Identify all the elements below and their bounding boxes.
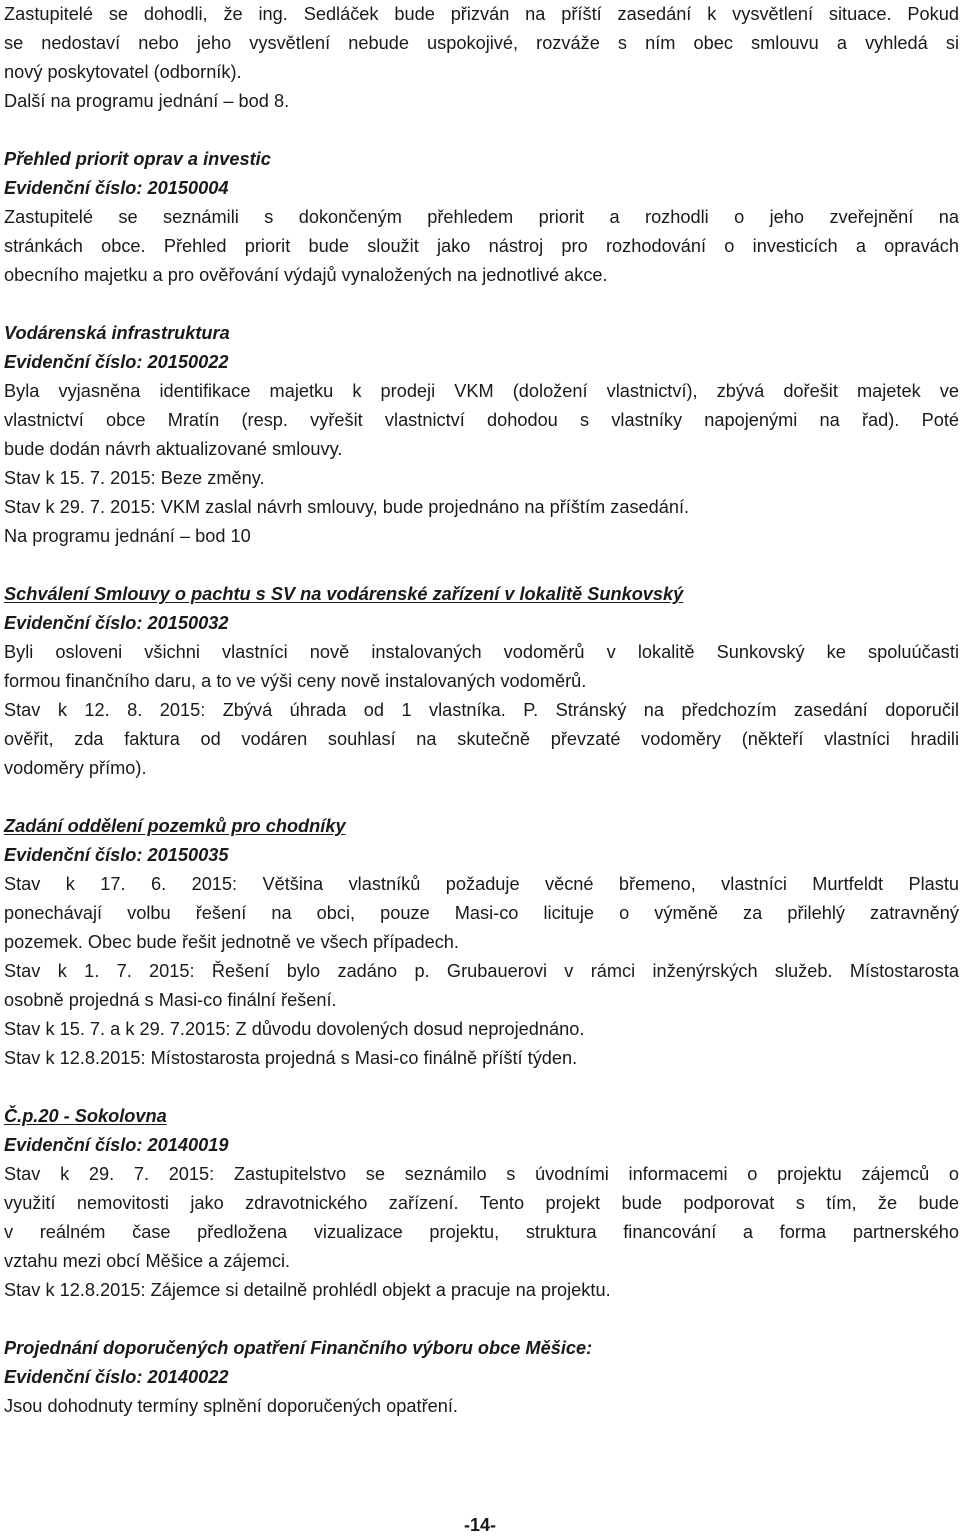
status-line: Stav k 15. 7. 2015: Beze změny. <box>4 468 265 488</box>
status-line: Stav k 12. 8. 2015: Zbývá úhrada od 1 vlastníka. P. Stránský na předchozím zasedání doporučil <box>4 700 959 720</box>
status-line: Stav k 15. 7. a k 29. 7.2015: Z důvodu dovolených dosud neprojednáno. <box>4 1019 585 1039</box>
program-reference: Na programu jednání – bod 10 <box>4 526 251 546</box>
paragraph-line: využití nemovitosti jako zdravotnického zařízení. Tento projekt bude podporovat s tím, že bude <box>4 1193 959 1213</box>
spacer <box>4 290 959 319</box>
section-title: Č.p.20 - Sokolovna <box>4 1106 167 1126</box>
spacer <box>4 551 959 580</box>
paragraph-line: ověřit, zda faktura od vodáren souhlasí na skutečně převzaté vodoměry (někteří vlastníci hradili <box>4 729 959 749</box>
evidence-number: Evidenční číslo: 20150032 <box>4 613 229 633</box>
paragraph-line: vlastnictví obce Mratín (resp. vyřešit vlastnictví dohodou s vlastníky napojenými na řad). Poté <box>4 410 959 430</box>
intro-line-1: Zastupitelé se dohodli, že ing. Sedláček bude přizván na příští zasedání k vysvětlení situace. Pokud <box>4 4 959 24</box>
evidence-number: Evidenční číslo: 20150022 <box>4 352 229 372</box>
paragraph-line: Zastupitelé se seznámili s dokončeným přehledem priorit a rozhodli o jeho zveřejnění na <box>4 207 959 227</box>
intro-line-3: nový poskytovatel (odborník). <box>4 62 242 82</box>
status-line: Stav k 29. 7. 2015: VKM zaslal návrh smlouvy, bude projednáno na příštím zasedání. <box>4 497 690 517</box>
spacer <box>4 1305 959 1334</box>
status-line: Stav k 12.8.2015: Místostarosta projedná s Masi-co finálně příští týden. <box>4 1048 578 1068</box>
section-title: Schválení Smlouvy o pachtu s SV na vodárenské zařízení v lokalitě Sunkovský <box>4 584 684 604</box>
paragraph-line: v reálném čase předložena vizualizace projektu, struktura financování a forma partnerského <box>4 1222 959 1242</box>
status-line: Stav k 1. 7. 2015: Řešení bylo zadáno p. Grubauerovi v rámci inženýrských služeb. Místostarosta <box>4 961 959 981</box>
paragraph-line: osobně projedná s Masi-co finální řešení. <box>4 990 337 1010</box>
status-line: Stav k 29. 7. 2015: Zastupitelstvo se seznámilo s úvodními informacemi o projektu zájemců o <box>4 1164 959 1184</box>
intro-section <box>4 0 959 116</box>
section-sokolovna <box>4 1102 959 1305</box>
evidence-number: Evidenční číslo: 20150004 <box>4 178 229 198</box>
evidence-number: Evidenční číslo: 20140019 <box>4 1135 229 1155</box>
paragraph-line: ponechávají volbu řešení na obci, pouze Masi-co licituje o výměně za přilehlý zatravněný <box>4 903 959 923</box>
paragraph-line: formou finančního daru, a to ve výši ceny nově instalovaných vodoměrů. <box>4 671 587 691</box>
paragraph-line: Byli osloveni všichni vlastníci nově instalovaných vodoměrů v lokalitě Sunkovský ke spoluúčasti <box>4 642 959 662</box>
evidence-number: Evidenční číslo: 20150035 <box>4 845 229 865</box>
intro-line-2: se nedostaví nebo jeho vysvětlení nebude uspokojivé, rozváže s ním obec smlouvu a vyhledá si <box>4 33 959 53</box>
paragraph-line: vztahu mezi obcí Měšice a zájemci. <box>4 1251 291 1271</box>
paragraph-line: vodoměry přímo). <box>4 758 147 778</box>
section-title: Projednání doporučených opatření Finančního výboru obce Měšice: <box>4 1338 593 1358</box>
spacer <box>4 1073 959 1102</box>
section-prehled-priorit <box>4 145 959 290</box>
section-title: Zadání oddělení pozemků pro chodníky <box>4 816 346 836</box>
paragraph-line: stránkách obce. Přehled priorit bude sloužit jako nástroj pro rozhodování o investicích a opravách <box>4 236 959 256</box>
section-title: Přehled priorit oprav a investic <box>4 149 271 169</box>
evidence-number: Evidenční číslo: 20140022 <box>4 1367 229 1387</box>
paragraph-line: Jsou dohodnuty termíny splnění doporučených opatření. <box>4 1396 458 1416</box>
section-financni-vybor <box>4 1334 959 1421</box>
paragraph-line: Byla vyjasněna identifikace majetku k prodeji VKM (doložení vlastnictví), zbývá dořešit majetek ve <box>4 381 959 401</box>
intro-line-4: Další na programu jednání – bod 8. <box>4 91 290 111</box>
section-oddeleni-pozemku <box>4 812 959 1073</box>
status-line: Stav k 17. 6. 2015: Většina vlastníků požaduje věcné břemeno, vlastníci Murtfeldt Plastu <box>4 874 959 894</box>
paragraph-line: pozemek. Obec bude řešit jednotně ve všech případech. <box>4 932 459 952</box>
section-vodarenska-infrastruktura <box>4 319 959 551</box>
paragraph-line: obecního majetku a pro ověřování výdajů vynaložených na jednotlivé akce. <box>4 265 608 285</box>
page-number: -14- <box>463 1515 496 1535</box>
section-smlouva-o-pachtu <box>4 580 959 783</box>
spacer <box>4 783 959 812</box>
section-title: Vodárenská infrastruktura <box>4 323 230 343</box>
spacer <box>4 116 959 145</box>
status-line: Stav k 12.8.2015: Zájemce si detailně prohlédl objekt a pracuje na projektu. <box>4 1280 611 1300</box>
paragraph-line: bude dodán návrh aktualizované smlouvy. <box>4 439 343 459</box>
document-page <box>4 0 959 1421</box>
